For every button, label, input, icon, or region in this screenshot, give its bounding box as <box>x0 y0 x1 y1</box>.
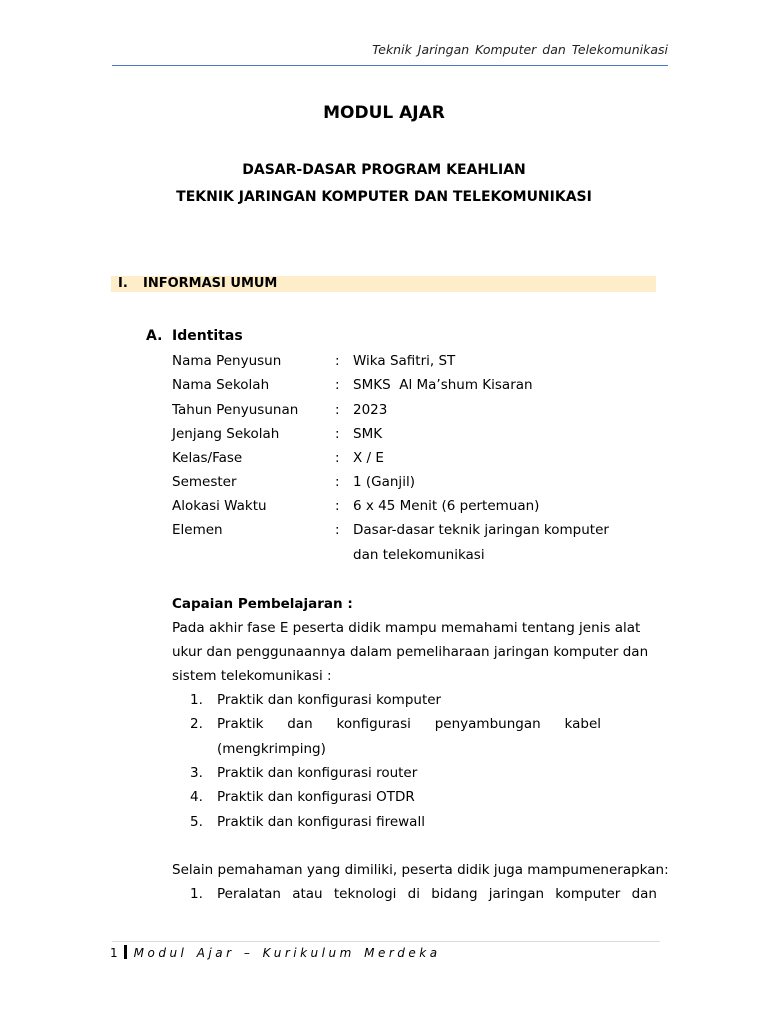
section-heading-informasi-umum <box>111 276 656 292</box>
footer-divider <box>124 945 127 959</box>
section-label: INFORMASI UMUM <box>143 276 278 291</box>
subsection-number: A. <box>146 328 163 344</box>
subsection-label: Identitas <box>172 328 243 344</box>
document-title: MODUL AJAR <box>323 103 445 123</box>
identity-value: Wika Safitri, ST <box>353 353 456 369</box>
list-item-text-continued: (mengkrimping) <box>217 741 326 757</box>
header-rule <box>112 65 668 66</box>
section-number: I. <box>118 276 128 291</box>
identity-colon: : <box>335 498 340 514</box>
subsection-heading-identitas <box>146 328 243 344</box>
identity-colon: : <box>335 474 340 490</box>
identity-value: X / E <box>353 450 384 466</box>
list-item-number: 1. <box>190 692 203 708</box>
list-item-number: 4. <box>190 789 203 805</box>
subtitle-line-2: TEKNIK JARINGAN KOMPUTER DAN TELEKOMUNIKASI <box>176 189 592 205</box>
subtitle-line-1: DASAR-DASAR PROGRAM KEAHLIAN <box>242 162 526 178</box>
list-item-number: 2. <box>190 716 203 732</box>
page-footer <box>110 945 441 960</box>
identity-label: Tahun Penyusunan <box>172 402 299 418</box>
identity-label: Nama Penyusun <box>172 353 282 369</box>
identity-label: Kelas/Fase <box>172 450 243 466</box>
identity-value: 2023 <box>353 402 388 418</box>
identity-value: 1 (Ganjil) <box>353 474 415 490</box>
list-item-text: Praktik dan konfigurasi firewall <box>217 814 425 830</box>
footer-title: Modul Ajar – Kurikulum Merdeka <box>133 946 441 960</box>
list-item-number: 3. <box>190 765 203 781</box>
identity-colon: : <box>335 402 340 418</box>
identity-colon: : <box>335 522 340 538</box>
identity-value: SMKS Al Ma’shum Kisaran <box>353 377 533 393</box>
list-item-text: Praktik dan konfigurasi router <box>217 765 418 781</box>
list-item-number: 5. <box>190 814 203 830</box>
identity-value: Dasar-dasar teknik jaringan komputer <box>353 522 609 538</box>
capaian-heading: Capaian Pembelajaran : <box>172 596 353 612</box>
capaian-paragraph-line-3: sistem telekomunikasi : <box>172 668 332 684</box>
identity-value: SMK <box>353 426 383 442</box>
identity-label: Semester <box>172 474 237 490</box>
identity-label: Alokasi Waktu <box>172 498 267 514</box>
list-item-text: Praktik dan konfigurasi komputer <box>217 692 442 708</box>
identity-colon: : <box>335 353 340 369</box>
identity-label: Elemen <box>172 522 223 538</box>
list-item-number: 1. <box>190 886 203 902</box>
identity-label: Nama Sekolah <box>172 377 270 393</box>
identity-colon: : <box>335 450 340 466</box>
identity-value-continued: dan telekomunikasi <box>353 547 485 563</box>
page-number: 1 <box>110 946 118 960</box>
list-item-text: Praktik dan konfigurasi OTDR <box>217 789 415 805</box>
identity-value: 6 x 45 Menit (6 pertemuan) <box>353 498 540 514</box>
identity-colon: : <box>335 377 340 393</box>
footer-rule <box>112 941 660 942</box>
capaian-paragraph-2: Selain pemahaman yang dimiliki, peserta didik juga mampumenerapkan: <box>172 862 669 878</box>
identity-colon: : <box>335 426 340 442</box>
identity-label: Jenjang Sekolah <box>172 426 280 442</box>
list-item-text: Peralatan atau teknologi di bidang jaringan komputer dan <box>217 886 657 902</box>
capaian-paragraph-line-2: ukur dan penggunaannya dalam pemeliharaan jaringan komputer dan <box>172 644 649 660</box>
capaian-paragraph-line-1: Pada akhir fase E peserta didik mampu memahami tentang jenis alat <box>172 620 641 636</box>
running-header: Teknik Jaringan Komputer dan Telekomunikasi <box>372 42 668 57</box>
list-item-text: Praktik dan konfigurasi penyambungan kabel <box>217 716 601 732</box>
